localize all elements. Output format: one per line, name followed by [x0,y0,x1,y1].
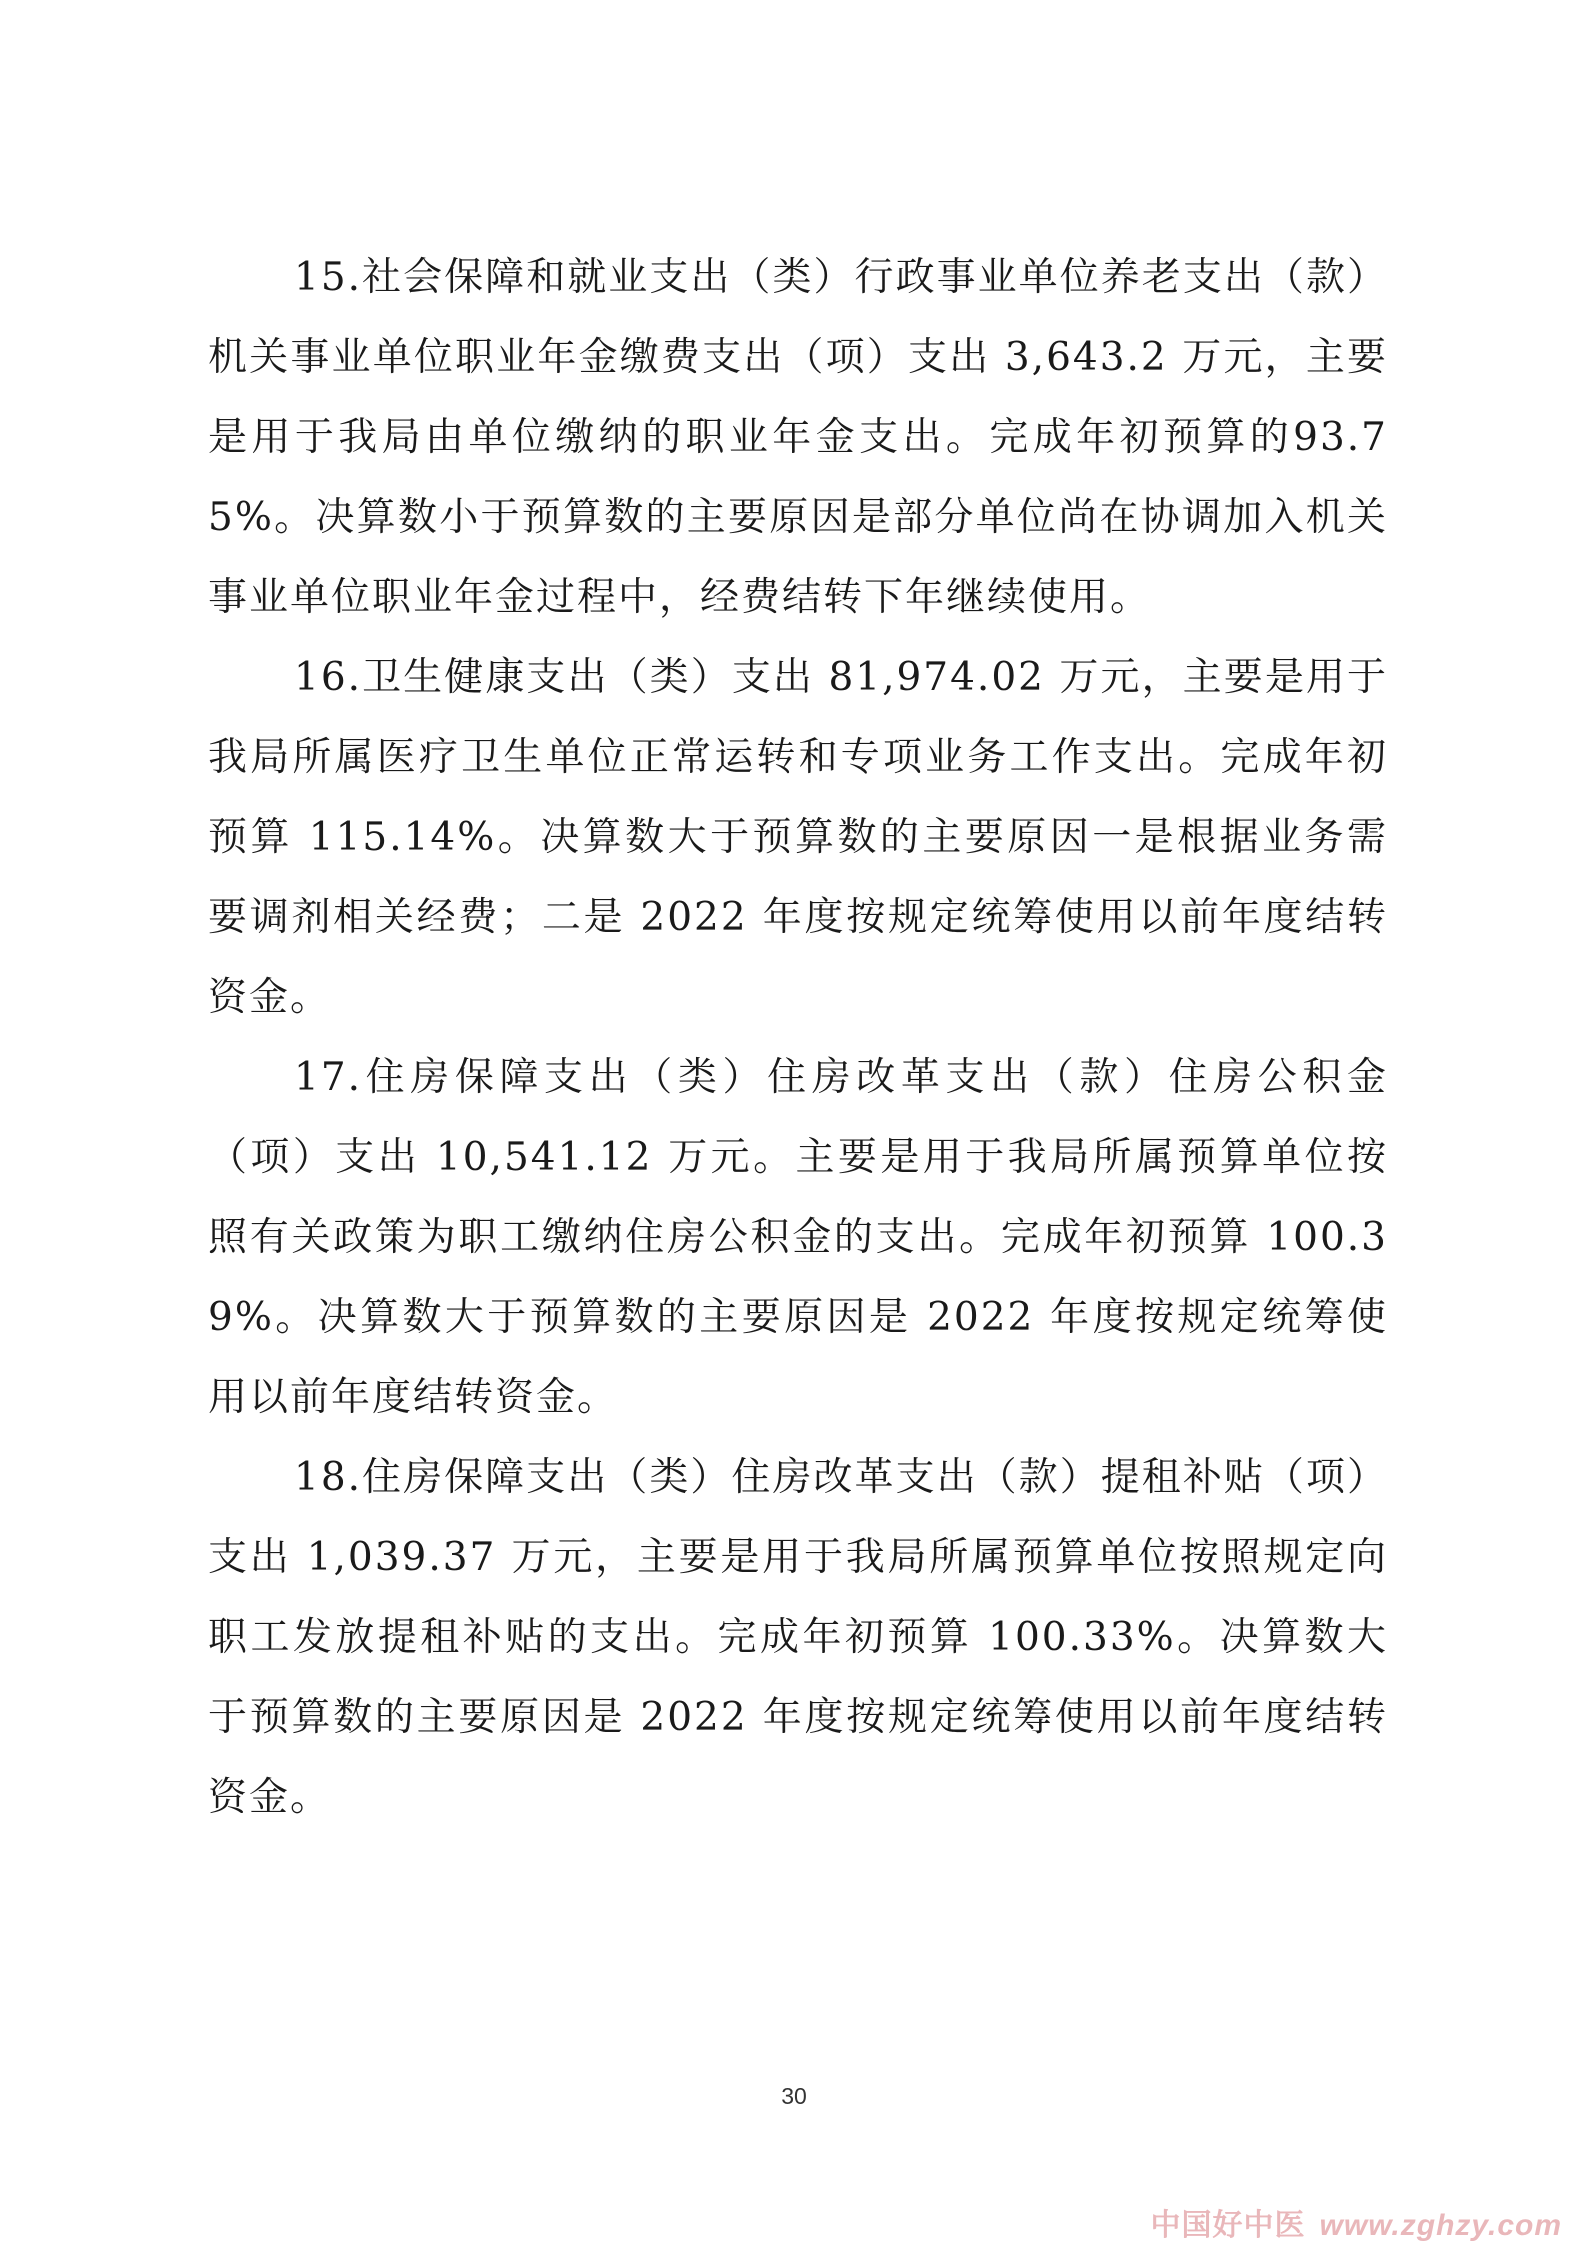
body-text [208,238,1388,1838]
watermark-url: www.zghzy.com [1319,2209,1562,2242]
paragraph-15: 15.社会保障和就业支出（类）行政事业单位养老支出（款）机关事业单位职业年金缴费支出（项）支出 3,643.2 万元，主要是用于我局由单位缴纳的职业年金支出。完成年初预算的93.75%。决算数小于预算数的主要原因是部分单位尚在协调加入机关事业单位职业年金过程中，经费结转下年继续使用。 [208,255,1388,620]
paragraph-17: 17.住房保障支出（类）住房改革支出（款）住房公积金（项）支出 10,541.12 万元。主要是用于我局所属预算单位按照有关政策为职工缴纳住房公积金的支出。完成年初预算 100.39%。决算数大于预算数的主要原因是 2022 年度按规定统筹使用以前年度结转资金。 [208,1055,1388,1420]
paragraph-16: 16.卫生健康支出（类）支出 81,974.02 万元，主要是用于我局所属医疗卫生单位正常运转和专项业务工作支出。完成年初预算 115.14%。决算数大于预算数的主要原因一是根据业务需要调剂相关经费；二是 2022 年度按规定统筹使用以前年度结转资金。 [208,655,1388,1020]
paragraph-18: 18.住房保障支出（类）住房改革支出（款）提租补贴（项）支出 1,039.37 万元，主要是用于我局所属预算单位按照规定向职工发放提租补贴的支出。完成年初预算 100.33%。决算数大于预算数的主要原因是 2022 年度按规定统筹使用以前年度结转资金。 [208,1455,1388,1820]
site-watermark [1151,2200,1562,2244]
watermark-site-name: 中国好中医 [1150,2209,1306,2242]
page-number: 30 [781,2083,807,2109]
